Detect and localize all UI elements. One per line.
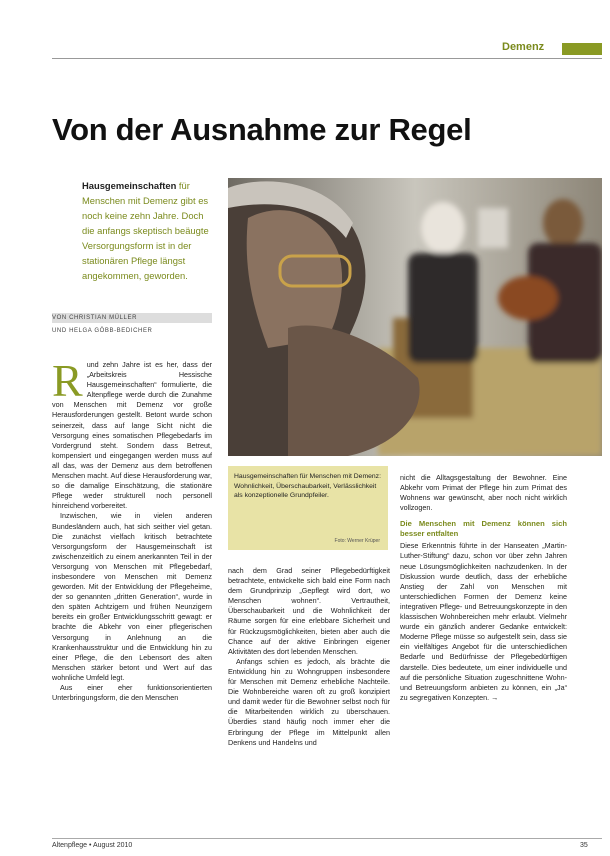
section-color-bar	[562, 43, 602, 55]
paragraph: Anfangs schien es jedoch, als brächte die Entwicklung hin zu Wohngruppen insbesondere für Menschen mit Demenz erhebliche Nachteile. Die Wohnbereiche waren oft zu groß konzipiert und damit weder für die Bewohner selbst noch für die Mitarbeitenden wirklich zu überschauen. Überdies stand häufig noch immer eher die Erbringung der Pflege im Mittelpunkt allen Denkens und Handelns und	[228, 656, 390, 747]
photo-credit: Foto: Werner Krüper	[334, 538, 380, 544]
teaser-text: für Menschen mit Demenz gibt es noch keine zehn Jahre. Doch die anfangs skeptisch beäugte Versorgungsform ist in der stationären Pflege längst angekommen, geworden.	[82, 180, 209, 281]
paragraph: und zehn Jahre ist es her, dass der „Arbeitskreis Hessische Hausgemeinschaften“ formulierte, die Altenpflege werde durch die Zunahme von Menschen mit Demenz vor große Herausforderungen gestellt. Betont wurde schon seinerzeit, dass auf lange Sicht nicht die Versorgung eines somatischen Pflegebedarfs im Vordergrund steht. Sondern dass Betreut, kompensiert und eingegangen werden muss auf all das, was der Demenz aus dem betroffenen Menschen macht. Auf diese Herausforderung war, so die damalige Einschätzung, die stationäre Pflege weder strukturell noch personell hinreichend vorbereitet.	[52, 360, 212, 511]
paragraph: Aus einer eher funktionsorientierten Unterbringungsform, die den Menschen	[52, 683, 212, 703]
text-column-3	[400, 473, 567, 703]
teaser	[82, 178, 217, 283]
dropcap: R	[52, 355, 83, 406]
page-number: 35	[580, 842, 588, 849]
continue-arrow-icon: →	[491, 692, 499, 702]
author-line-1: VON CHRISTIAN MÜLLER	[52, 313, 212, 323]
paragraph-text: Diese Erkenntnis führte in der Hanseaten „Martin-Luther-Stiftung“ dazu, schon vor über zehn Jahren neue Lösungsmöglichkeiten nachzudenken. In der Diskussion wurde deutlich, dass der erhebliche Anstieg der Zahl von Menschen mit unterschiedlichen Formen der Demenz keine integrativen Pflege- und Betreuungskonzepte in den klassischen Wohnbereichen mehr erlaubt. Vielmehr wurde ein gänzlich anderer Gedanke entwickelt: Moderne Pflege müsse so aufgestellt sein, dass sie ein vielfältiges Angebot für die unterschiedlichen Bedarfe und Bedürfnisse der Pflegebedürftigen darstelle. Dies bedeutete, um einer individuelle und auf die persönliche Situation zugeschnittene Wohn- und Betreuungsform anbieten zu können, ein „Ja“ zu segregativen Konzepten.	[400, 541, 567, 702]
paragraph	[400, 541, 567, 703]
article-title: Von der Ausnahme zur Regel	[52, 112, 472, 147]
paragraph: nicht die Alltagsgestaltung der Bewohner. Eine Abkehr vom Primat der Pflege hin zum Primat des Wohnens war gewünscht, aber noch nicht wirklich vollzogen.	[400, 473, 567, 513]
author-line-2: UND HELGA GÖBB-BEDICHER	[52, 328, 153, 334]
article-photo	[228, 178, 602, 456]
subheading: Die Menschen mit Demenz können sich besser entfalten	[400, 519, 567, 539]
text-column-1	[52, 355, 212, 703]
paragraph: Inzwischen, wie in vielen anderen Bundesländern auch, hat sich seither viel getan. Die zunächst vielfach kritisch betrachtete Versorgungsform der Hausgemeinschaft ist zwischenzeitlich zu einem anerkannten Teil in der Versorgung von Menschen mit Pflegebedarf, insbesondere von Menschen mit Demenz geworden. Mit der Entwicklung der Pflegeheime, der so genannten „dritten Generation“, wurde in den späten Achtzigern und frühen Neunzigern bereits ein großer Entwicklungsschritt gewagt: er brachte die Abkehr von einer pflegerischen Versorgung in Anlehnung an die Krankenhausstruktur und die Entwicklung hin zu einer Pflege, die den Lebensort des alten Menschen stärker betont und Wert auf das wohnliche Umfeld legt.	[52, 511, 212, 682]
photo-caption-box	[228, 466, 388, 550]
paragraph: nach dem Grad seiner Pflegebedürftigkeit betrachtete, entwickelte sich bald eine Form nach dem Grundprinzip „Gepflegt wird dort, wo Menschen wohnen“. Vertrautheit, Überschaubarkeit und die Wohnlichkeit der Räume sorgen für eine erlebbare Sicherheit und für Rückzugsmöglichkeiten, bieten aber auch die Chance auf der aktive Einbringen eigener Aktivitäten des dort lebenden Menschen.	[228, 566, 390, 656]
photo-caption: Hausgemeinschaften für Menschen mit Demenz: Wohnlichkeit, Überschaubarkeit, Verlässlichkeit als konzeptionelle Grundpfeiler.	[234, 473, 381, 499]
section-label: Demenz	[502, 41, 545, 53]
footer-publication: Altenpflege • August 2010	[52, 842, 133, 849]
footer-rule	[52, 838, 602, 839]
photo-illustration	[228, 178, 602, 456]
text-column-2	[228, 566, 390, 748]
top-rule	[52, 58, 602, 59]
teaser-lead: Hausgemeinschaften	[82, 180, 177, 191]
